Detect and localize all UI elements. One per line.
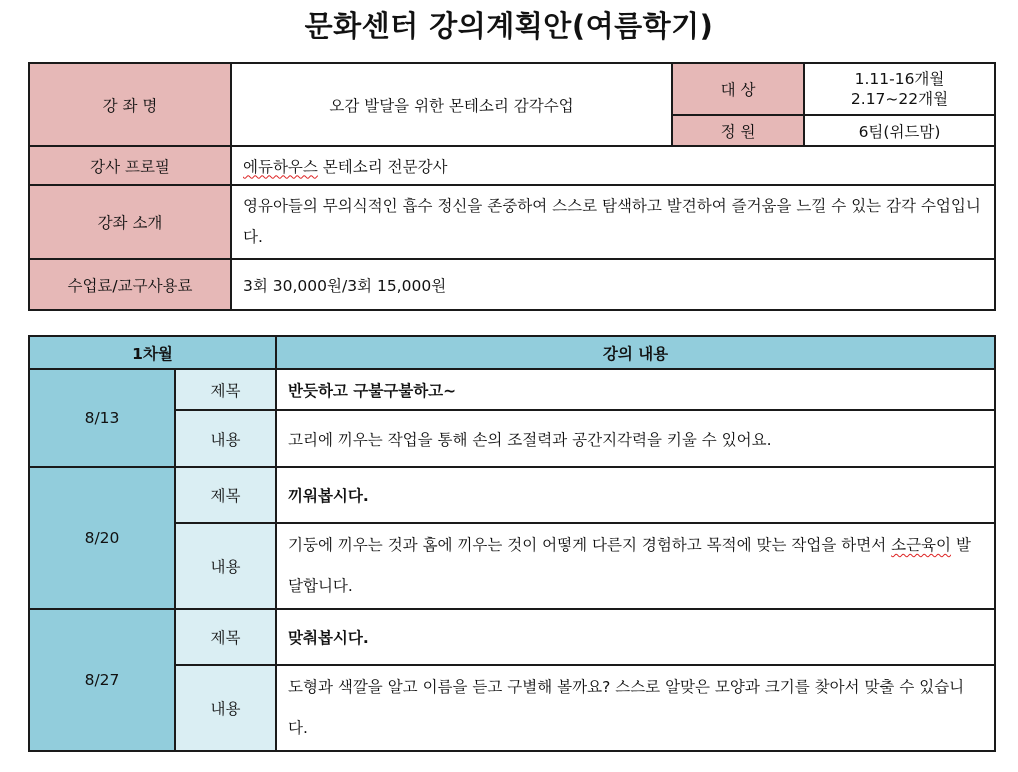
page-title: 문화센터 강의계획안(여름학기) [304,9,714,43]
content-label: 내용 [175,523,276,609]
title-label: 제목 [175,369,276,410]
session-3-title-row [29,609,995,665]
session-content: 고리에 끼우는 작업을 통해 손의 조절력과 공간지각력을 키울 수 있어요. [276,410,995,467]
instructor-title: 몬테소리 전문강사 [317,157,448,176]
instructor-org: 에듀하우스 [243,157,318,176]
target-value [804,63,995,115]
content-label: 내용 [175,410,276,467]
intro-label: 강좌 소개 [29,185,231,259]
target-label: 대 상 [672,63,804,115]
session-title: 끼워봅시다. [276,467,995,523]
session-date: 8/27 [29,609,175,751]
capacity-value: 6팀(위드맘) [804,115,995,146]
fee-value: 3회 30,000원/3회 15,000원 [231,259,995,310]
session-content-part: 기둥에 끼우는 것과 홈에 끼우는 것이 어떻게 다른지 경험하고 목적에 맞는 작업을 하면서 [288,536,892,554]
session-date: 8/13 [29,369,175,467]
course-name-label: 강 좌 명 [29,63,231,146]
header-content: 강의 내용 [276,336,995,369]
session-1-title-row [29,369,995,410]
session-content: 도형과 색깔을 알고 이름을 듣고 구별해 볼까요? 스스로 알맞은 모양과 크기를 찾아서 맞출 수 있습니다. [276,665,995,751]
target-line-1: 1.11-16개월 [854,70,945,88]
title-label: 제목 [175,609,276,665]
session-content-flagged-word: 소근육이 [891,536,952,554]
lecture-schedule-table [28,335,996,752]
intro-value: 영유아들의 무의식적인 흡수 정신을 존중하여 스스로 탐색하고 발견하여 즐거움을 느낄 수 있는 감각 수업입니다. [231,185,995,259]
capacity-label: 정 원 [672,115,804,146]
title-label: 제목 [175,467,276,523]
session-date: 8/20 [29,467,175,609]
target-line-2: 2.17~22개월 [850,90,949,108]
instructor-value [231,146,995,185]
session-content-part: 발달합니다. [288,536,971,595]
session-2-title-row [29,467,995,523]
session-title: 맞춰봅시다. [276,609,995,665]
course-info-table [28,62,996,311]
header-month: 1차월 [29,336,276,369]
fee-label: 수업료/교구사용료 [29,259,231,310]
session-content [276,523,995,609]
instructor-label: 강사 프로필 [29,146,231,185]
session-title: 반듯하고 구불구불하고~ [276,369,995,410]
course-name-value: 오감 발달을 위한 몬테소리 감각수업 [231,63,672,146]
content-label: 내용 [175,665,276,751]
